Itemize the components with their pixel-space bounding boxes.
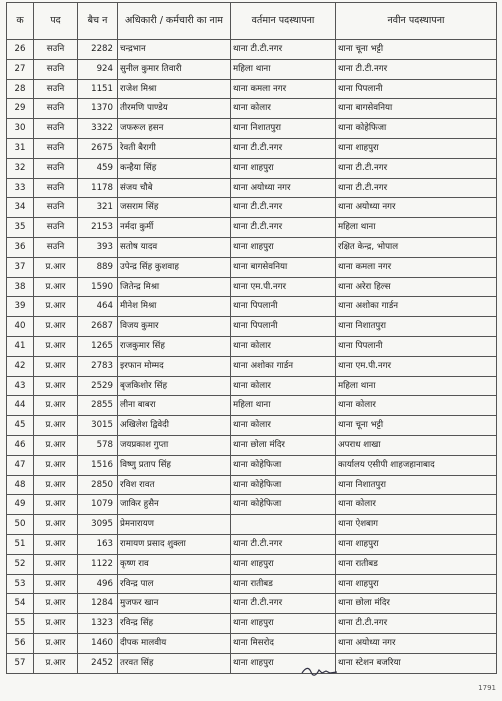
cell-current-posting: थाना कोलार xyxy=(231,416,336,436)
cell-badge: 496 xyxy=(78,574,118,594)
table-row xyxy=(7,614,497,634)
cell-new-posting: थाना छोला मंदिर xyxy=(336,594,497,614)
cell-post: सउनि xyxy=(34,178,78,198)
table-row xyxy=(7,515,497,535)
cell-new-posting: थाना अशोका गार्डन xyxy=(336,297,497,317)
cell-officer-name: जाकिर हुसैन xyxy=(118,495,231,515)
cell-badge: 2850 xyxy=(78,475,118,495)
cell-badge: 2675 xyxy=(78,138,118,158)
cell-new-posting: थाना शाहपुरा xyxy=(336,574,497,594)
cell-serial: 57 xyxy=(7,653,34,673)
table-row xyxy=(7,455,497,475)
cell-officer-name: रविश रावत xyxy=(118,475,231,495)
cell-current-posting: थाना शाहपुरा xyxy=(231,158,336,178)
cell-post: प्र.आर xyxy=(34,435,78,455)
signature xyxy=(300,664,340,678)
cell-badge: 1460 xyxy=(78,633,118,653)
cell-badge: 459 xyxy=(78,158,118,178)
cell-post: प्र.आर xyxy=(34,336,78,356)
cell-post: सउनि xyxy=(34,119,78,139)
cell-post: प्र.आर xyxy=(34,515,78,535)
cell-badge: 3322 xyxy=(78,119,118,139)
cell-badge: 1323 xyxy=(78,614,118,634)
cell-current-posting: थाना छोला मंदिर xyxy=(231,435,336,455)
cell-badge: 163 xyxy=(78,534,118,554)
cell-new-posting: थाना शाहपुरा xyxy=(336,138,497,158)
cell-post: सउनि xyxy=(34,218,78,238)
cell-serial: 55 xyxy=(7,614,34,634)
table-row xyxy=(7,653,497,673)
cell-current-posting: थाना टी.टी.नगर xyxy=(231,534,336,554)
cell-post: सउनि xyxy=(34,40,78,60)
cell-current-posting: थाना निशातपुरा xyxy=(231,119,336,139)
cell-serial: 53 xyxy=(7,574,34,594)
table-row xyxy=(7,40,497,60)
cell-post: प्र.आर xyxy=(34,633,78,653)
table-row xyxy=(7,356,497,376)
cell-post: प्र.आर xyxy=(34,257,78,277)
cell-serial: 56 xyxy=(7,633,34,653)
cell-new-posting: अपराध शाखा xyxy=(336,435,497,455)
cell-post: प्र.आर xyxy=(34,495,78,515)
table-row xyxy=(7,99,497,119)
table-row xyxy=(7,178,497,198)
cell-badge: 1265 xyxy=(78,336,118,356)
table-row xyxy=(7,534,497,554)
cell-post: सउनि xyxy=(34,138,78,158)
header-serial: क xyxy=(7,3,34,40)
cell-serial: 43 xyxy=(7,376,34,396)
cell-serial: 32 xyxy=(7,158,34,178)
cell-serial: 26 xyxy=(7,40,34,60)
cell-current-posting: थाना शाहपुरा xyxy=(231,554,336,574)
cell-post: प्र.आर xyxy=(34,416,78,436)
cell-current-posting xyxy=(231,515,336,535)
cell-officer-name: संजय चौबे xyxy=(118,178,231,198)
cell-serial: 38 xyxy=(7,277,34,297)
cell-current-posting: थाना रातीबड xyxy=(231,574,336,594)
cell-new-posting: थाना कोहेफिजा xyxy=(336,119,497,139)
cell-post: प्र.आर xyxy=(34,574,78,594)
table-row xyxy=(7,218,497,238)
table-row xyxy=(7,594,497,614)
cell-badge: 2783 xyxy=(78,356,118,376)
cell-badge: 3015 xyxy=(78,416,118,436)
cell-badge: 2153 xyxy=(78,218,118,238)
cell-new-posting: थाना एम.पी.नगर xyxy=(336,356,497,376)
cell-officer-name: बृजकिशोर सिंह xyxy=(118,376,231,396)
cell-badge: 1284 xyxy=(78,594,118,614)
cell-current-posting: थाना टी.टी.नगर xyxy=(231,138,336,158)
cell-serial: 37 xyxy=(7,257,34,277)
cell-officer-name: इरफान मोम्मद xyxy=(118,356,231,376)
cell-serial: 52 xyxy=(7,554,34,574)
cell-serial: 54 xyxy=(7,594,34,614)
cell-new-posting: थाना अरेरा हिल्स xyxy=(336,277,497,297)
cell-serial: 28 xyxy=(7,79,34,99)
cell-new-posting: थाना टी.टी.नगर xyxy=(336,614,497,634)
cell-officer-name: जफरूल हसन xyxy=(118,119,231,139)
cell-post: सउनि xyxy=(34,158,78,178)
header-post: पद xyxy=(34,3,78,40)
cell-current-posting: थाना एम.पी.नगर xyxy=(231,277,336,297)
cell-badge: 1590 xyxy=(78,277,118,297)
cell-officer-name: रेवती बैरागी xyxy=(118,138,231,158)
cell-current-posting: महिला थाना xyxy=(231,396,336,416)
header-badge: बैच न xyxy=(78,3,118,40)
cell-new-posting: थाना स्टेशन बजरिया xyxy=(336,653,497,673)
cell-officer-name: तरवत सिंह xyxy=(118,653,231,673)
cell-badge: 393 xyxy=(78,237,118,257)
table-row xyxy=(7,198,497,218)
cell-post: सउनि xyxy=(34,198,78,218)
cell-badge: 2282 xyxy=(78,40,118,60)
cell-serial: 49 xyxy=(7,495,34,515)
cell-post: प्र.आर xyxy=(34,653,78,673)
cell-current-posting: थाना कोहेफिजा xyxy=(231,475,336,495)
table-row xyxy=(7,277,497,297)
cell-post: सउनि xyxy=(34,99,78,119)
cell-badge: 464 xyxy=(78,297,118,317)
cell-current-posting: थाना पिपलानी xyxy=(231,317,336,337)
cell-officer-name: विजय कुमार xyxy=(118,317,231,337)
cell-officer-name: सतोष यादव xyxy=(118,237,231,257)
table-row xyxy=(7,396,497,416)
cell-current-posting: थाना टी.टी.नगर xyxy=(231,218,336,238)
cell-badge: 1122 xyxy=(78,554,118,574)
cell-post: प्र.आर xyxy=(34,396,78,416)
cell-officer-name: नर्मदा कुर्मी xyxy=(118,218,231,238)
table-row xyxy=(7,79,497,99)
cell-post: प्र.आर xyxy=(34,376,78,396)
cell-new-posting: थाना कमला नगर xyxy=(336,257,497,277)
cell-current-posting: थाना कोहेफिजा xyxy=(231,455,336,475)
cell-current-posting: थाना कोलार xyxy=(231,376,336,396)
cell-serial: 41 xyxy=(7,336,34,356)
cell-badge: 2529 xyxy=(78,376,118,396)
cell-new-posting: थाना पिपलानी xyxy=(336,79,497,99)
table-row xyxy=(7,475,497,495)
page-number: 1791 xyxy=(478,684,496,692)
cell-new-posting: थाना पिपलानी xyxy=(336,336,497,356)
table-row xyxy=(7,237,497,257)
cell-serial: 36 xyxy=(7,237,34,257)
cell-current-posting: महिला थाना xyxy=(231,59,336,79)
cell-post: सउनि xyxy=(34,237,78,257)
cell-new-posting: थाना बागसेवनिया xyxy=(336,99,497,119)
cell-officer-name: सुनील कुमार तिवारी xyxy=(118,59,231,79)
table-row xyxy=(7,158,497,178)
cell-officer-name: मुजफर खान xyxy=(118,594,231,614)
table-row xyxy=(7,257,497,277)
cell-badge: 1178 xyxy=(78,178,118,198)
cell-serial: 51 xyxy=(7,534,34,554)
table-body xyxy=(7,40,497,674)
cell-current-posting: थाना मिसरोद xyxy=(231,633,336,653)
cell-badge: 924 xyxy=(78,59,118,79)
table-header-row xyxy=(7,3,497,40)
cell-current-posting: थाना टी.टी.नगर xyxy=(231,198,336,218)
cell-current-posting: थाना अशोका गार्डन xyxy=(231,356,336,376)
cell-post: सउनि xyxy=(34,59,78,79)
cell-new-posting: थाना टी.टी.नगर xyxy=(336,158,497,178)
cell-badge: 2452 xyxy=(78,653,118,673)
table-row xyxy=(7,317,497,337)
table-row xyxy=(7,138,497,158)
table-row xyxy=(7,119,497,139)
cell-post: प्र.आर xyxy=(34,277,78,297)
cell-officer-name: राजकुमार सिंह xyxy=(118,336,231,356)
cell-serial: 27 xyxy=(7,59,34,79)
cell-serial: 31 xyxy=(7,138,34,158)
cell-current-posting: थाना बागसेवनिया xyxy=(231,257,336,277)
cell-new-posting: कार्यालय एसीपी शाहजहानाबाद xyxy=(336,455,497,475)
cell-serial: 44 xyxy=(7,396,34,416)
cell-serial: 35 xyxy=(7,218,34,238)
cell-post: प्र.आर xyxy=(34,554,78,574)
cell-officer-name: रविन्द्र सिंह xyxy=(118,614,231,634)
cell-serial: 30 xyxy=(7,119,34,139)
cell-serial: 39 xyxy=(7,297,34,317)
cell-badge: 889 xyxy=(78,257,118,277)
cell-new-posting: थाना निशातपुरा xyxy=(336,317,497,337)
cell-current-posting: थाना कोलार xyxy=(231,336,336,356)
cell-new-posting: महिला थाना xyxy=(336,376,497,396)
cell-current-posting: थाना कमला नगर xyxy=(231,79,336,99)
cell-officer-name: दीपक मालवीय xyxy=(118,633,231,653)
cell-serial: 45 xyxy=(7,416,34,436)
cell-current-posting: थाना शाहपुरा xyxy=(231,614,336,634)
table-row xyxy=(7,495,497,515)
cell-officer-name: रविन्द्र पाल xyxy=(118,574,231,594)
header-current-posting: वर्तमान पदस्थापना xyxy=(231,3,336,40)
cell-badge: 1151 xyxy=(78,79,118,99)
cell-new-posting: थाना कोलार xyxy=(336,495,497,515)
cell-officer-name: उपेन्द्र सिंह कुशवाह xyxy=(118,257,231,277)
cell-officer-name: जितेन्द्र मिश्रा xyxy=(118,277,231,297)
cell-officer-name: विष्णु प्रताप सिंह xyxy=(118,455,231,475)
cell-post: प्र.आर xyxy=(34,614,78,634)
cell-current-posting: थाना टी.टी.नगर xyxy=(231,594,336,614)
table-row xyxy=(7,376,497,396)
cell-officer-name: अखिलेश द्विवेदी xyxy=(118,416,231,436)
cell-officer-name: लीना बाबरा xyxy=(118,396,231,416)
cell-officer-name: जसराम सिंह xyxy=(118,198,231,218)
cell-new-posting: थाना निशातपुरा xyxy=(336,475,497,495)
cell-serial: 46 xyxy=(7,435,34,455)
cell-badge: 2855 xyxy=(78,396,118,416)
cell-officer-name: तीरमणि पाण्डेय xyxy=(118,99,231,119)
cell-officer-name: कन्हैया सिंह xyxy=(118,158,231,178)
cell-officer-name: कृष्ण राव xyxy=(118,554,231,574)
cell-badge: 2687 xyxy=(78,317,118,337)
cell-post: प्र.आर xyxy=(34,297,78,317)
table-row xyxy=(7,554,497,574)
cell-post: प्र.आर xyxy=(34,594,78,614)
table-row xyxy=(7,336,497,356)
cell-serial: 40 xyxy=(7,317,34,337)
cell-current-posting: थाना कोलार xyxy=(231,99,336,119)
cell-serial: 42 xyxy=(7,356,34,376)
cell-post: प्र.आर xyxy=(34,475,78,495)
cell-new-posting: थाना टी.टी.नगर xyxy=(336,178,497,198)
header-new-posting: नवीन पदस्थापना xyxy=(336,3,497,40)
cell-badge: 3095 xyxy=(78,515,118,535)
cell-current-posting: थाना अयोध्या नगर xyxy=(231,178,336,198)
cell-officer-name: जयप्रकाश गुप्ता xyxy=(118,435,231,455)
cell-officer-name: मीनेश मिश्रा xyxy=(118,297,231,317)
cell-new-posting: थाना रातीबड xyxy=(336,554,497,574)
cell-new-posting: रक्षित केन्द्र, भोपाल xyxy=(336,237,497,257)
cell-current-posting: थाना शाहपुरा xyxy=(231,237,336,257)
table-row xyxy=(7,59,497,79)
cell-new-posting: थाना शाहपुरा xyxy=(336,534,497,554)
cell-new-posting: थाना टी.टी.नगर xyxy=(336,59,497,79)
cell-current-posting: थाना कोहेफिजा xyxy=(231,495,336,515)
transfer-table xyxy=(6,2,497,674)
cell-post: सउनि xyxy=(34,79,78,99)
cell-new-posting: थाना कोलार xyxy=(336,396,497,416)
header-officer: अधिकारी / कर्मचारी का नाम xyxy=(118,3,231,40)
table-row xyxy=(7,297,497,317)
table-row xyxy=(7,435,497,455)
cell-officer-name: राजेश मिश्रा xyxy=(118,79,231,99)
cell-new-posting: थाना चूना भट्टी xyxy=(336,416,497,436)
table-row xyxy=(7,633,497,653)
cell-officer-name: रामायण प्रसाद शुक्ला xyxy=(118,534,231,554)
cell-new-posting: थाना ऐशबाग xyxy=(336,515,497,535)
cell-officer-name: प्रेमनारायण xyxy=(118,515,231,535)
cell-current-posting: थाना पिपलानी xyxy=(231,297,336,317)
cell-serial: 33 xyxy=(7,178,34,198)
cell-officer-name: चन्द्रभान xyxy=(118,40,231,60)
cell-post: प्र.आर xyxy=(34,534,78,554)
cell-badge: 321 xyxy=(78,198,118,218)
cell-badge: 578 xyxy=(78,435,118,455)
cell-new-posting: थाना अयोध्या नगर xyxy=(336,198,497,218)
cell-current-posting: थाना शाहपुरा xyxy=(231,653,336,673)
cell-serial: 29 xyxy=(7,99,34,119)
cell-serial: 50 xyxy=(7,515,34,535)
table-row xyxy=(7,416,497,436)
cell-serial: 34 xyxy=(7,198,34,218)
cell-new-posting: थाना अयोध्या नगर xyxy=(336,633,497,653)
cell-post: प्र.आर xyxy=(34,317,78,337)
cell-post: प्र.आर xyxy=(34,356,78,376)
cell-current-posting: थाना टी.टी.नगर xyxy=(231,40,336,60)
cell-new-posting: थाना चूना भट्टी xyxy=(336,40,497,60)
cell-badge: 1516 xyxy=(78,455,118,475)
cell-post: प्र.आर xyxy=(34,455,78,475)
cell-serial: 47 xyxy=(7,455,34,475)
table-row xyxy=(7,574,497,594)
cell-badge: 1370 xyxy=(78,99,118,119)
cell-serial: 48 xyxy=(7,475,34,495)
cell-badge: 1079 xyxy=(78,495,118,515)
cell-new-posting: महिला थाना xyxy=(336,218,497,238)
